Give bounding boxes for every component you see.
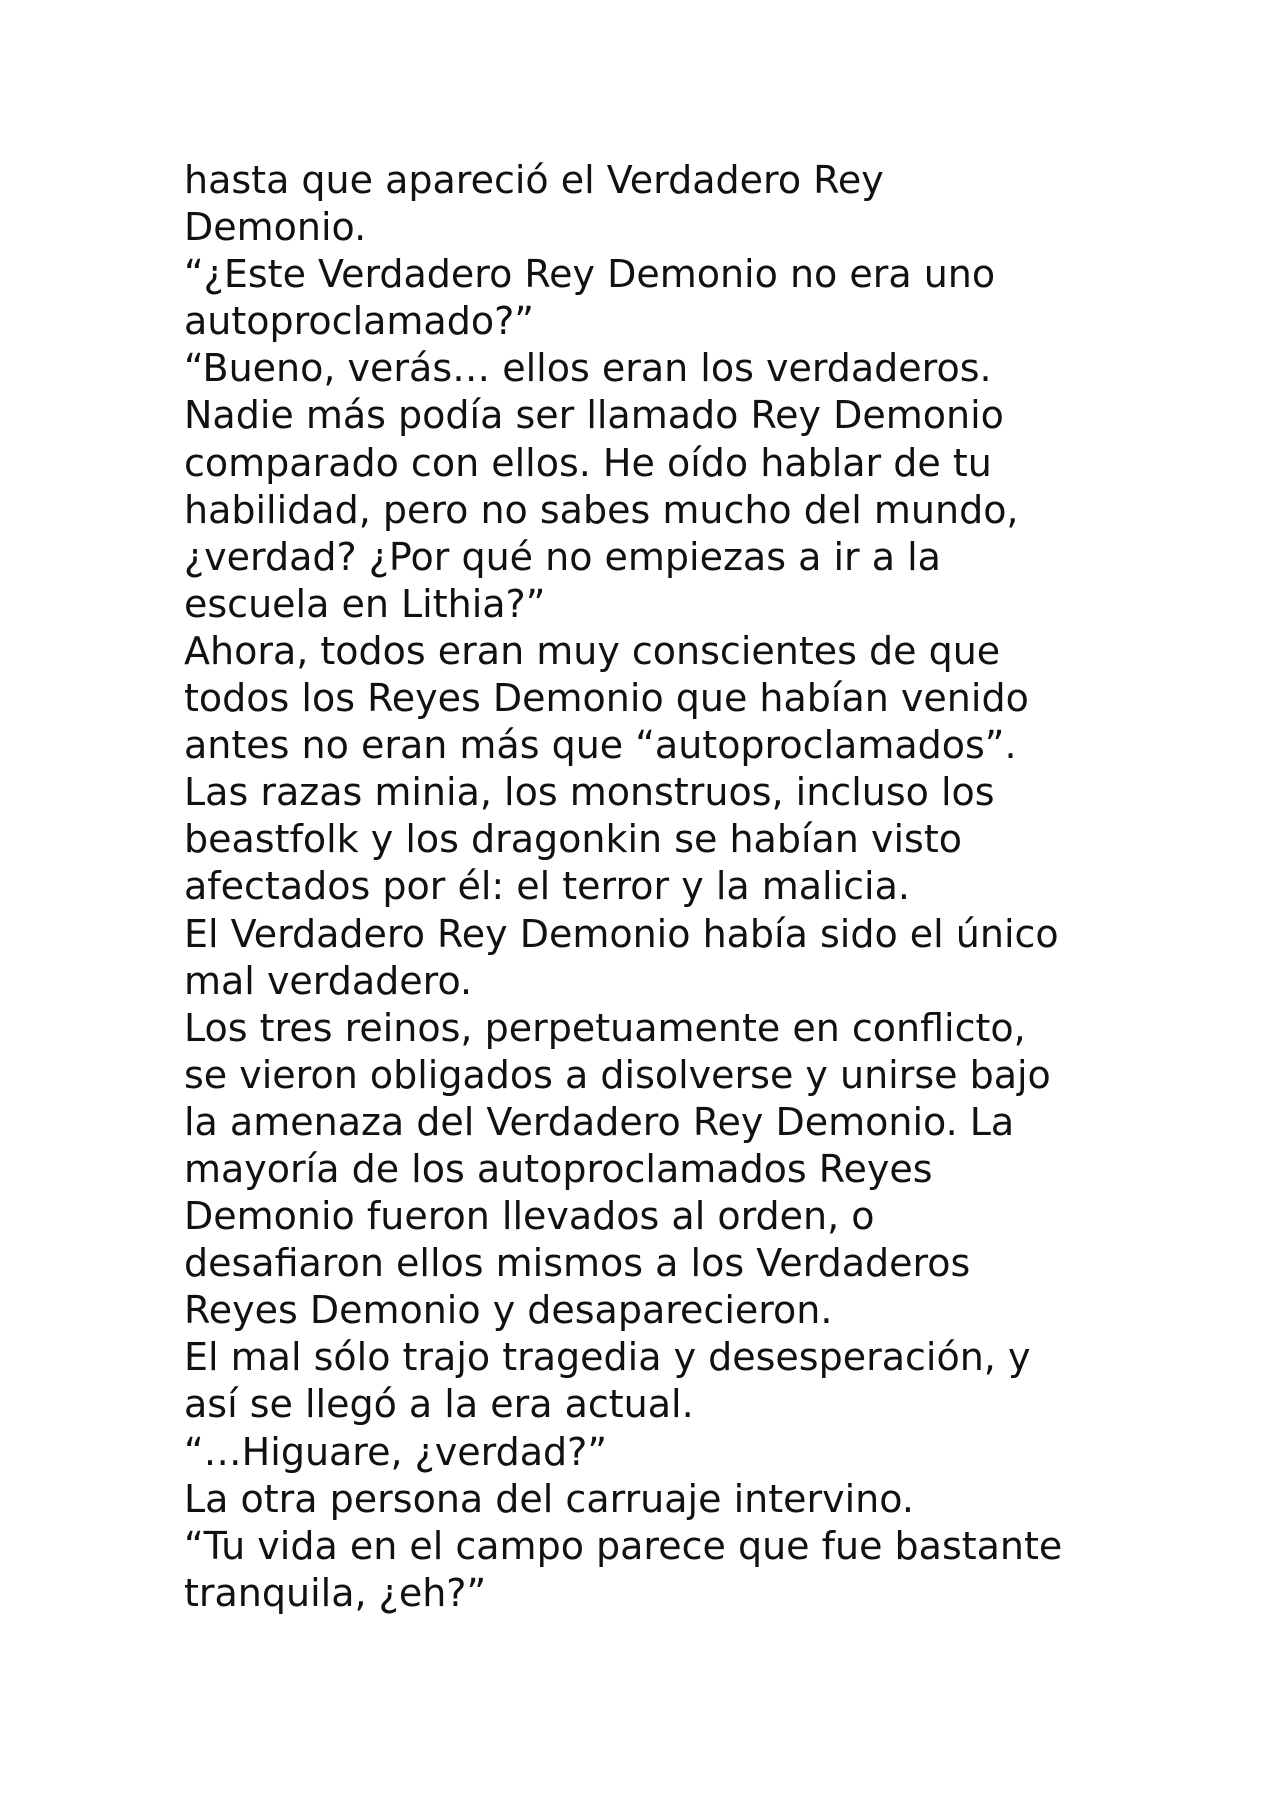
text-line: Las razas minia, los monstruos, incluso los: [184, 770, 995, 815]
body-text: [184, 157, 1204, 1617]
text-line: Ahora, todos eran muy conscientes de que: [184, 628, 1001, 673]
text-line: hasta que apareció el Verdadero Rey: [184, 158, 884, 202]
text-line: tranquila, ¿eh?”: [184, 1570, 487, 1615]
text-line: “Tu vida en el campo parece que fue bastante: [184, 1523, 1063, 1568]
text-line: Los tres reinos, perpetuamente en conflicto,: [184, 1005, 1026, 1050]
text-line: Reyes Demonio y desaparecieron.: [184, 1288, 833, 1333]
text-line: autoproclamado?”: [184, 299, 534, 344]
text-line: El mal sólo trajo tragedia y desesperación, y: [184, 1335, 1031, 1380]
text-line: beastfolk y los dragonkin se habían visto: [184, 817, 962, 862]
text-line: “¿Este Verdadero Rey Demonio no era uno: [184, 252, 996, 297]
text-line: escuela en Lithia?”: [184, 581, 546, 626]
text-line: comparado con ellos. He oído hablar de tu: [184, 440, 992, 485]
text-line: todos los Reyes Demonio que habían venido: [184, 676, 1029, 721]
text-line: “Bueno, verás… ellos eran los verdaderos.: [184, 346, 992, 391]
text-line: La otra persona del carruaje intervino.: [184, 1476, 914, 1521]
text-line: mal verdadero.: [184, 958, 473, 1003]
text-line: ¿verdad? ¿Por qué no empiezas a ir a la: [184, 534, 941, 579]
text-line: habilidad, pero no sabes mucho del mundo,: [184, 487, 1019, 532]
text-line: “…Higuare, ¿verdad?”: [184, 1429, 608, 1474]
text-line: la amenaza del Verdadero Rey Demonio. La: [184, 1099, 1015, 1144]
text-line: afectados por él: el terror y la malicia.: [184, 864, 910, 909]
text-line: Nadie más podía ser llamado Rey Demonio: [184, 393, 1004, 438]
text-line: El Verdadero Rey Demonio había sido el único: [184, 911, 1059, 956]
text-line: Demonio fueron llevados al orden, o: [184, 1194, 875, 1239]
text-line: así se llegó a la era actual.: [184, 1382, 694, 1427]
text-line: se vieron obligados a disolverse y unirse bajo: [184, 1052, 1051, 1097]
text-line: desafiaron ellos mismos a los Verdaderos: [184, 1241, 971, 1286]
text-line: antes no eran más que “autoproclamados”.: [184, 723, 1017, 768]
text-line: mayoría de los autoproclamados Reyes: [184, 1146, 933, 1191]
text-line: Demonio.: [184, 205, 367, 250]
